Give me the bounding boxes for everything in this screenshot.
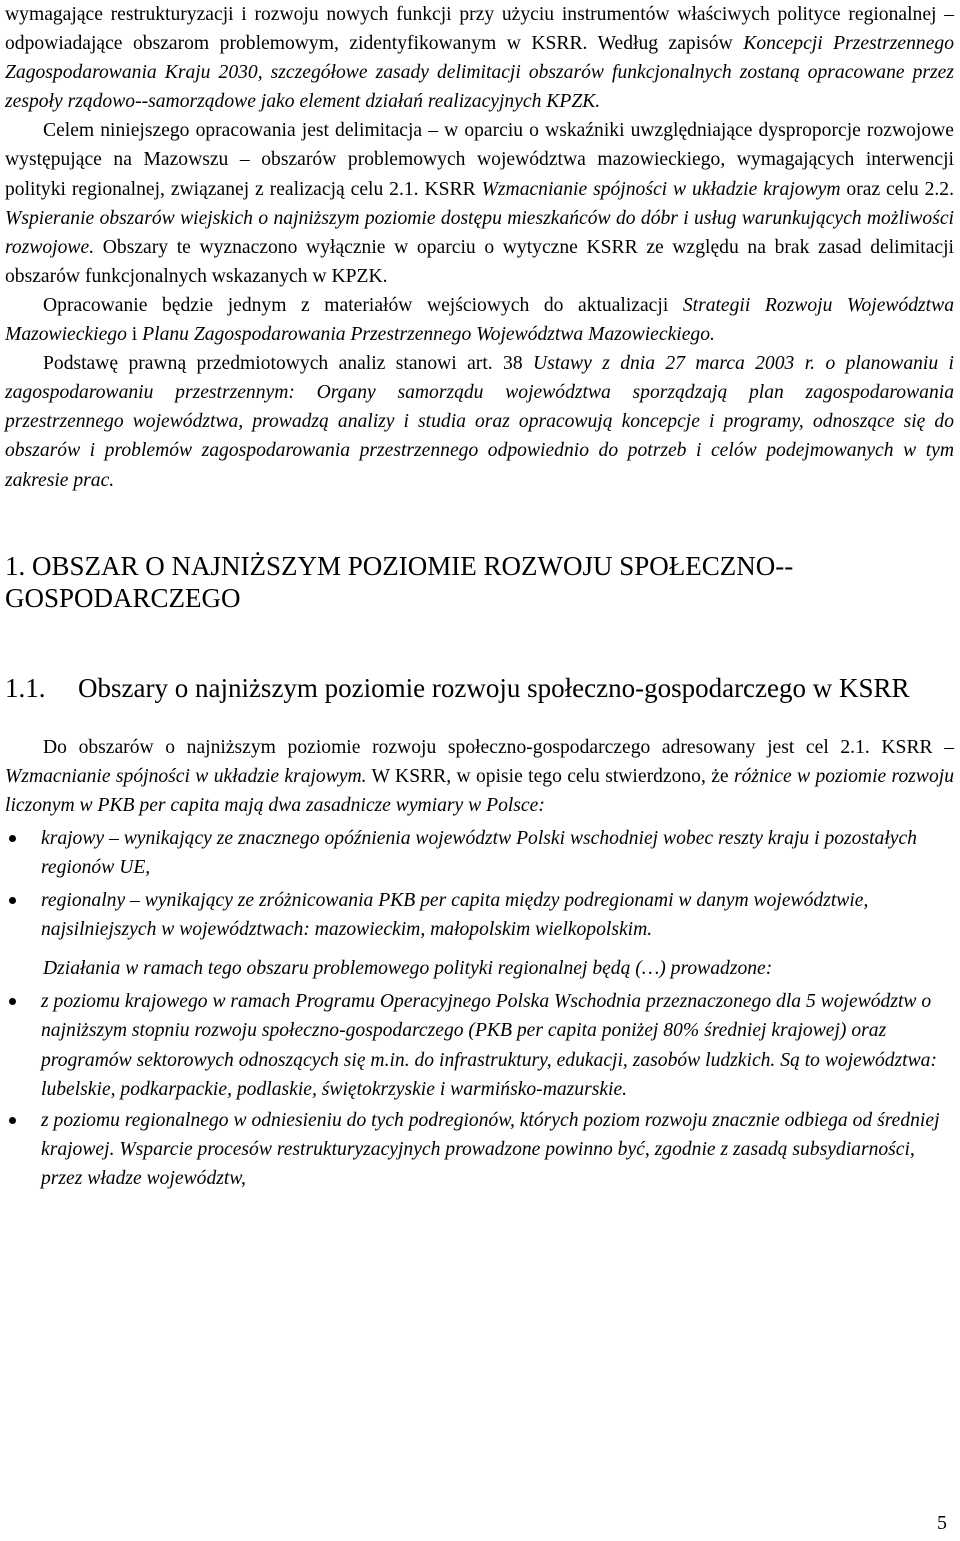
bullet-list-levels [5, 987, 954, 1193]
paragraph-intro [5, 0, 954, 116]
italic-text: Koncepcji Przestrzennego Zagospodarowania Kraju 2030, szczegółowe zasady delimitacji obszarów funkcjonalnych zostaną opracowane przez zespoły rządowo--samorządowe jako element działań realizacyjnych KPZK. [5, 33, 954, 113]
text: i [131, 324, 138, 346]
text: W KSRR, w opisie tego celu stwierdzono, że [371, 765, 729, 787]
italic-text: Działania w ramach tego obszaru problemowego polityki regionalnej będą (…) prowadzone: [43, 958, 773, 980]
italic-text: Wzmacnianie spójności w układzie krajowym [481, 178, 841, 200]
heading-text: OBSZAR O NAJNIŻSZYM POZIOMIE ROZWOJU SPOŁECZNO--GOSPODARCZEGO [5, 550, 794, 613]
text: Obszary te wyznaczono wyłącznie w oparciu o wytyczne KSRR ze względu na brak zasad delimitacji obszarów funkcjonalnych wskazanych w KPZK. [5, 236, 954, 287]
paragraph-legal-basis [5, 349, 954, 494]
list-item [5, 886, 954, 944]
italic-text: Ustawy z dnia 27 marca 2003 r. o planowaniu i zagospodarowaniu przestrzennym: Organy samorządu województwa sporządzają plan zagospodarowania przestrzennego województwa, prowadzą analizy i studia oraz opracowują koncepcje i programy, odnoszące się do obszarów i problemów zagospodarowania przestrzennego odpowiednio do potrzeb i celów podejmowanych w tym zakresie prac. [5, 353, 954, 491]
subsection-heading [5, 672, 954, 704]
paragraph-aim [5, 116, 954, 291]
paragraph-actions [5, 954, 954, 983]
list-item [5, 1106, 954, 1193]
italic-text: Wzmacnianie spójności w układzie krajowym. [5, 765, 367, 787]
heading-number: 1. [5, 550, 26, 581]
section-heading [5, 550, 954, 614]
italic-text: regionalny – wynikający ze zróżnicowania PKB per capita między podregionami w danym województwie, najsilniejszych w województwach: mazowieckim, małopolskim wielkopolskim. [41, 890, 869, 941]
italic-text: z poziomu krajowego w ramach Programu Operacyjnego Polska Wschodnia przeznaczonego dla 5 województw o najniższym stopniu rozwoju społeczno-gospodarczego (PKB per capita poniżej 80% średniej krajowej) oraz programów sektorowych odnoszących się m.in. do infrastruktury, edukacji, zasobów ludzkich. Są to województwa: lubelskie, podkarpackie, podlaskie, świętokrzyskie i warmińsko-mazurskie. [41, 991, 937, 1100]
page-number: 5 [937, 1512, 947, 1534]
italic-text: różnice w poziomie rozwoju liczonym w PKB per capita mają dwa zasadnicze wymiary w Polsce: [5, 765, 954, 816]
heading-number: 1.1. [5, 672, 46, 703]
text: Podstawę prawną przedmiotowych analiz stanowi art. 38 [43, 353, 523, 375]
italic-text: krajowy – wynikający ze znacznego opóźnienia województw Polski wschodniej wobec reszty kraju i pozostałych regionów UE, [41, 827, 917, 878]
bullet-list-dimensions [5, 824, 954, 944]
list-item [5, 987, 954, 1103]
text: oraz celu 2.2. [846, 178, 954, 200]
italic-text: z poziomu regionalnego w odniesieniu do tych podregionów, których poziom rozwoju znacznie odbiega od średniej krajowej. Wsparcie procesów restrukturyzacyjnych prowadzone powinno być, zgodnie z zasadą subsydiarności, przez władze województw, [41, 1109, 940, 1189]
italic-text: Wspieranie obszarów wiejskich o najniższym poziomie dostępu mieszkańców do dóbr i usług warunkujących możliwości rozwojowe. [5, 207, 954, 258]
text: Opracowanie będzie jednym z materiałów wejściowych do aktualizacji [43, 294, 669, 316]
paragraph-input [5, 291, 954, 349]
document-page [5, 0, 954, 1193]
italic-text: Planu Zagospodarowania Przestrzennego Województwa Mazowieckiego. [142, 324, 715, 346]
text: Celem niniejszego opracowania jest delimitacja – w oparciu o wskaźniki uwzględniające dysproporcje rozwojowe występujące na Mazowszu – obszarów problemowych województwa mazowieckiego, wymagających interwencji polityki regionalnej, związanej z realizacją celu 2.1. KSRR [5, 120, 954, 200]
list-item [5, 824, 954, 882]
italic-text: Strategii Rozwoju Województwa Mazowieckiego [5, 294, 954, 346]
heading-text: Obszary o najniższym poziomie rozwoju społeczno-gospodarczego w KSRR [78, 672, 910, 703]
paragraph-target [5, 733, 954, 820]
text: Do obszarów o najniższym poziomie rozwoju społeczno-gospodarczego adresowany jest cel 2.1. KSRR – [43, 736, 954, 758]
text: wymagające restrukturyzacji i rozwoju nowych funkcji przy użyciu instrumentów właściwych polityce regionalnej – odpowiadające obszarom problemowym, zidentyfikowanym w KSRR. Według zapisów [5, 4, 954, 55]
